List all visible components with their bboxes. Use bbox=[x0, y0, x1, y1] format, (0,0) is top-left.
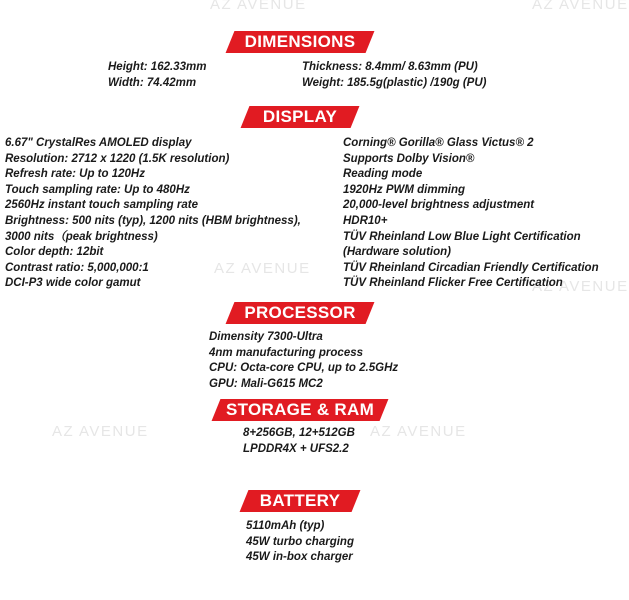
spec-line: Touch sampling rate: Up to 480Hz bbox=[5, 183, 190, 196]
spec-line: TÜV Rheinland Circadian Friendly Certification bbox=[343, 261, 599, 274]
processor-title: PROCESSOR bbox=[244, 303, 356, 322]
watermark: AZ AVENUE bbox=[370, 423, 467, 440]
watermark: AZ AVENUE bbox=[52, 423, 149, 440]
display-left-list bbox=[5, 136, 301, 292]
spec-line: Supports Dolby Vision® bbox=[343, 152, 475, 165]
spec-line: CPU: Octa-core CPU, up to 2.5GHz bbox=[209, 362, 399, 375]
spec-line: Brightness: 500 nits (typ), 1200 nits (HBM brightness), bbox=[5, 214, 301, 227]
spec-line: 6.67" CrystalRes AMOLED display bbox=[5, 137, 192, 149]
spec-line: Corning® Gorilla® Glass Victus® 2 bbox=[343, 137, 534, 149]
spec-line: TÜV Rheinland Low Blue Light Certification bbox=[343, 230, 581, 243]
dimensions-title: DIMENSIONS bbox=[244, 32, 356, 51]
spec-line: DCI-P3 wide color gamut bbox=[5, 277, 141, 290]
spec-line: Reading mode bbox=[343, 168, 423, 181]
display-title: DISPLAY bbox=[262, 107, 338, 126]
spec-line: Color depth: 12bit bbox=[5, 246, 104, 259]
spec-line: Refresh rate: Up to 120Hz bbox=[5, 168, 145, 181]
spec-line: Resolution: 2712 x 1220 (1.5K resolution) bbox=[5, 152, 230, 165]
spec-line: HDR10+ bbox=[343, 214, 388, 227]
spec-line: GPU: Mali-G615 MC2 bbox=[209, 377, 323, 390]
battery-title: BATTERY bbox=[259, 491, 341, 510]
spec-line: 45W turbo charging bbox=[246, 535, 354, 548]
dimensions-banner bbox=[230, 31, 370, 53]
battery-list bbox=[246, 519, 354, 566]
spec-line: LPDDR4X + UFS2.2 bbox=[243, 442, 349, 455]
watermark: AZ AVENUE bbox=[532, 278, 629, 295]
watermark: AZ AVENUE bbox=[210, 0, 307, 13]
spec-line: Thickness: 8.4mm/ 8.63mm (PU) bbox=[302, 61, 478, 73]
storage-title: STORAGE & RAM bbox=[225, 400, 375, 419]
spec-line: 3000 nits（peak brightness) bbox=[5, 230, 158, 243]
storage-list bbox=[243, 426, 355, 457]
spec-line: Width: 74.42mm bbox=[108, 76, 197, 89]
battery-banner bbox=[244, 490, 356, 512]
spec-line: Contrast ratio: 5,000,000:1 bbox=[5, 261, 149, 274]
spec-line: 2560Hz instant touch sampling rate bbox=[5, 199, 198, 212]
processor-banner bbox=[230, 302, 370, 324]
spec-line: 8+256GB, 12+512GB bbox=[243, 427, 355, 439]
processor-list bbox=[209, 330, 398, 392]
dimensions-left-list bbox=[108, 60, 206, 91]
storage-banner bbox=[216, 399, 384, 421]
spec-line: TÜV Rheinland Flicker Free Certification bbox=[343, 277, 563, 290]
display-banner bbox=[245, 106, 355, 128]
spec-line: 1920Hz PWM dimming bbox=[343, 183, 466, 196]
spec-line: 5110mAh (typ) bbox=[246, 520, 325, 532]
watermark: AZ AVENUE bbox=[532, 0, 629, 13]
dimensions-right-list bbox=[302, 60, 486, 91]
spec-line: 45W in-box charger bbox=[246, 551, 353, 564]
spec-line: (Hardware solution) bbox=[343, 246, 451, 259]
watermark: AZ AVENUE bbox=[214, 260, 311, 277]
spec-line: Height: 162.33mm bbox=[108, 61, 207, 73]
display-right-list bbox=[343, 136, 599, 292]
spec-line: Weight: 185.5g(plastic) /190g (PU) bbox=[302, 76, 487, 89]
spec-line: 20,000-level brightness adjustment bbox=[343, 199, 535, 212]
spec-line: Dimensity 7300-Ultra bbox=[209, 331, 323, 343]
spec-line: 4nm manufacturing process bbox=[209, 346, 364, 359]
